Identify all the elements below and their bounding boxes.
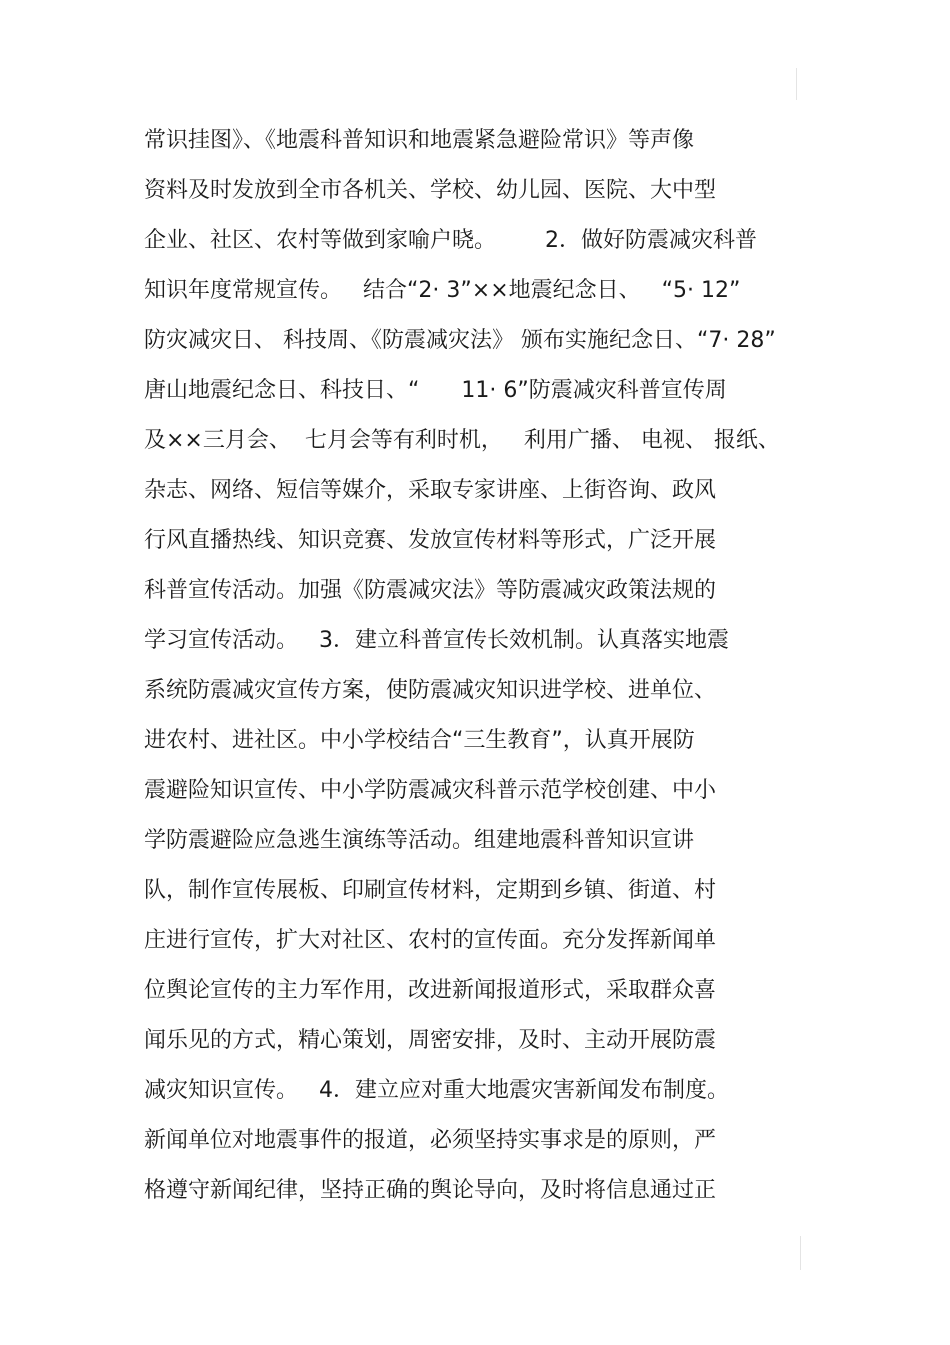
text-line: 及××三月会、 七月会等有利时机， 利用广播、 电视、 报纸、 [144,428,780,453]
text-line: 资料及时发放到全市各机关、学校、幼儿园、医院、大中型 [144,178,717,203]
text-line: 震避险知识宣传、中小学防震减灾科普示范学校创建、中小 [144,778,717,803]
text-line: 闻乐见的方式，精心策划，周密安排，及时、主动开展防震 [144,1028,717,1053]
body-text [144,116,844,1216]
text-line: 企业、社区、农村等做到家喻户晓。 2．做好防震减灾科普 [144,228,757,253]
text-line: 队，制作宣传展板、印刷宣传材料，定期到乡镇、街道、村 [144,878,717,903]
text-line: 进农村、进社区。中小学校结合“三生教育”，认真开展防 [144,728,695,753]
text-line: 学防震避险应急逃生演练等活动。组建地震科普知识宣讲 [144,828,695,853]
text-line: 系统防震减灾宣传方案，使防震减灾知识进学校、进单位、 [144,678,717,703]
page-edge-mark-bottom [800,1236,801,1270]
text-line: 杂志、网络、短信等媒介，采取专家讲座、上街咨询、政风 [144,478,717,503]
text-line: 新闻单位对地震事件的报道，必须坚持实事求是的原则，严 [144,1128,717,1153]
text-line: 格遵守新闻纪律，坚持正确的舆论导向，及时将信息通过正 [144,1178,717,1203]
text-line: 位舆论宣传的主力军作用，改进新闻报道形式，采取群众喜 [144,978,717,1003]
text-line: 行风直播热线、知识竞赛、发放宣传材料等形式，广泛开展 [144,528,717,553]
text-line: 科普宣传活动。加强《防震减灾法》等防震减灾政策法规的 [144,578,717,603]
page-edge-mark-top [796,68,797,100]
text-line: 唐山地震纪念日、科技日、“ 11· 6”防震减灾科普宣传周 [144,378,727,403]
text-line: 学习宣传活动。 3．建立科普宣传长效机制。认真落实地震 [144,628,729,653]
text-line: 常识挂图》、《地震科普知识和地震紧急避险常识》等声像 [144,128,695,153]
text-line: 减灾知识宣传。 4．建立应对重大地震灾害新闻发布制度。 [144,1078,729,1103]
text-line: 防灾减灾日、 科技周、《防震减灾法》 颁布实施纪念日、“7· 28” [144,328,776,353]
text-line: 庄进行宣传，扩大对社区、农村的宣传面。充分发挥新闻单 [144,928,717,953]
text-line: 知识年度常规宣传。 结合“2· 3”××地震纪念日、 “5· 12” [144,278,741,303]
